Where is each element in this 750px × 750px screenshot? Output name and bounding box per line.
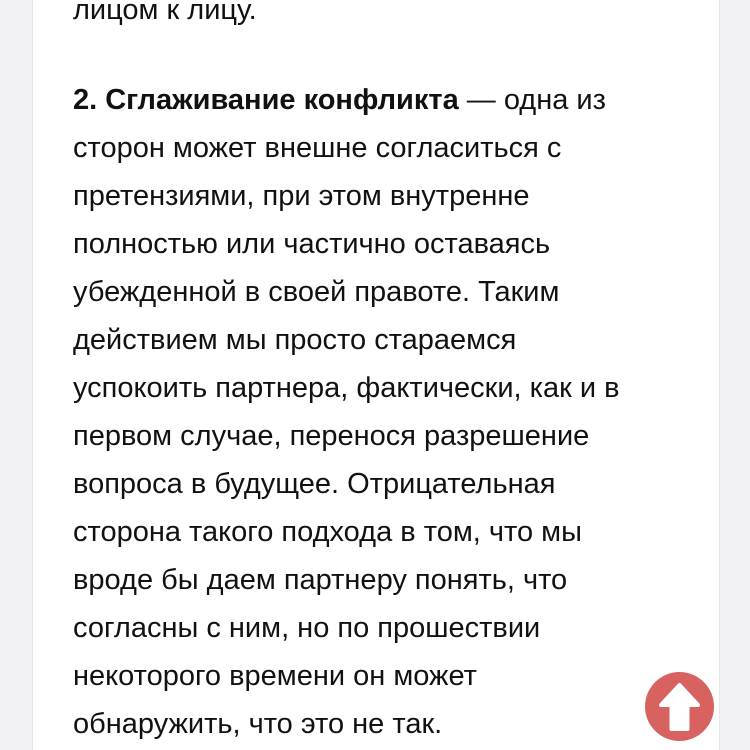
section-heading: 2. Сглаживание конфликта [73, 84, 459, 116]
article-body [73, 0, 703, 748]
section-line: сторона такого подхода в том, что мы [73, 516, 582, 548]
section-line: убежденной в своей правоте. Таким [73, 276, 560, 308]
section-line: действием мы просто стараемся [73, 324, 517, 356]
section-line: успокоить партнера, фактически, как и в [73, 372, 620, 404]
paragraph-gap [73, 34, 703, 76]
intro-paragraph-tail: лицом к лицу. [73, 0, 257, 26]
section-line: обнаружить, что это не так. [73, 708, 443, 740]
section-line: сторон может внешне согласиться с [73, 132, 562, 164]
section-line: вроде бы даем партнеру понять, что [73, 564, 568, 596]
section-line [73, 76, 703, 124]
section-line: полностью или частично оставаясь [73, 228, 551, 260]
scroll-to-top-button[interactable] [645, 672, 714, 741]
arrow-up-icon [645, 672, 714, 741]
section-line: претензиями, при этом внутренне [73, 180, 530, 212]
section-line: некоторого времени он может [73, 660, 477, 692]
section-line: первом случае, перенося разрешение [73, 420, 590, 452]
section-line: вопроса в будущее. Отрицательная [73, 468, 556, 500]
section-line: согласны с ним, но по прошествии [73, 612, 541, 644]
section-text: — одна из [458, 84, 606, 116]
